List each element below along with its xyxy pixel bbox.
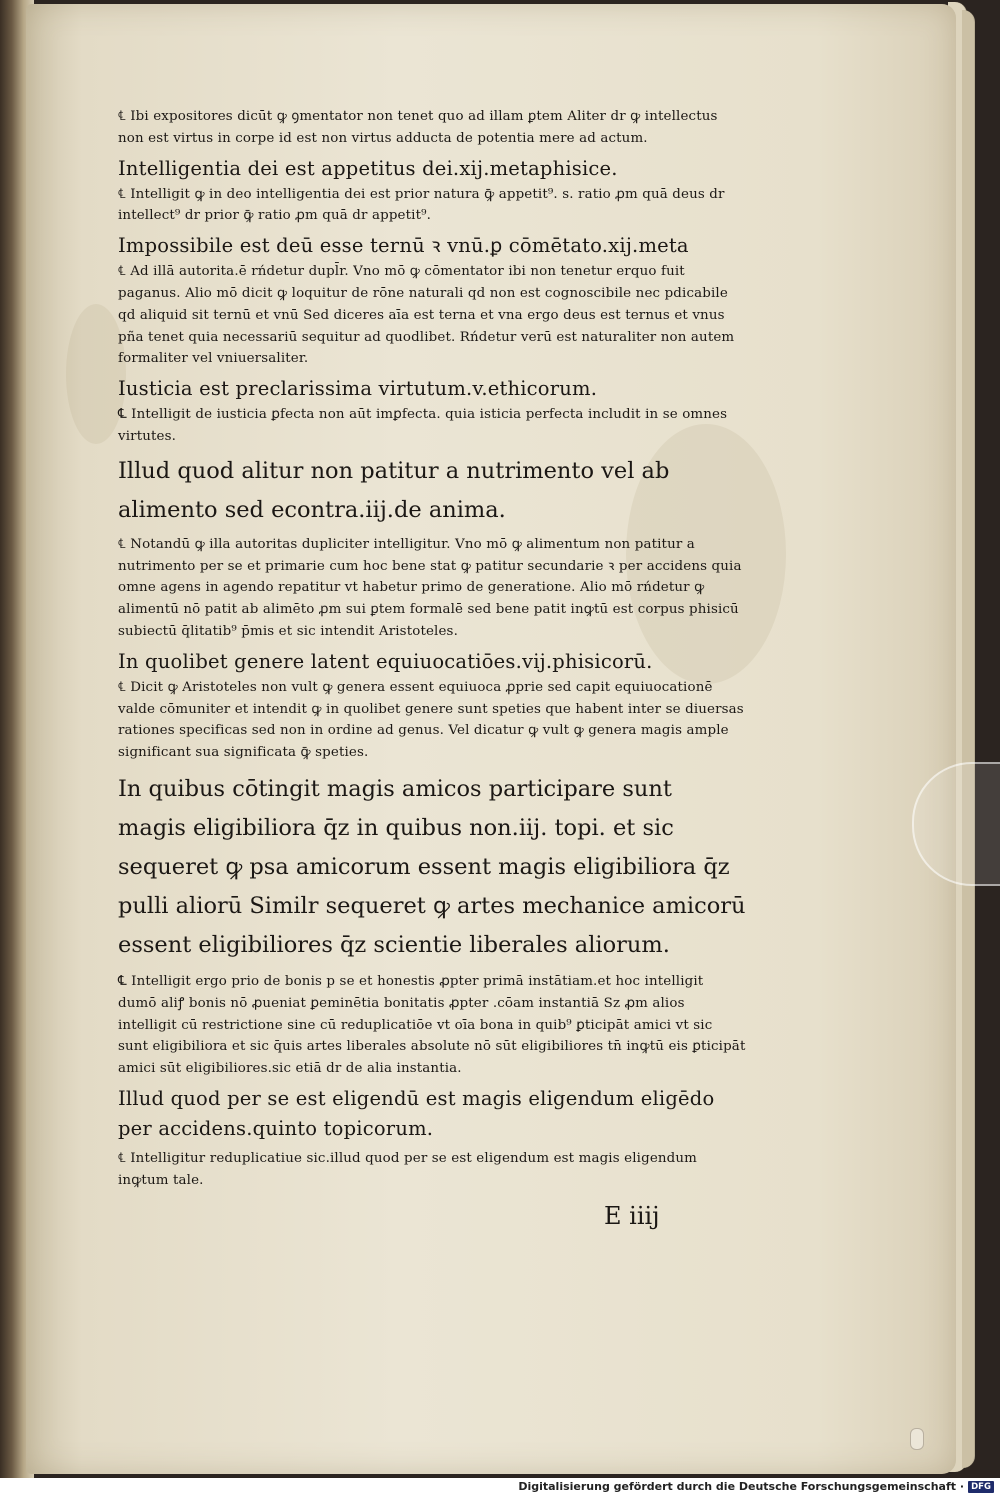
paragraph: ℄ Dicit ꝙ Aristoteles non vult ꝙ genera essent equiuoca ꝓprie sed capit equiuocationē valde cōmuniter et intendit ꝙ in quolibet genere sunt speties que habent inter se diuersas rationes specificas sed non in ordine ad genus. Vel dicatur ꝙ vult ꝙ genera magis ample significant sua significata ꝙ̄ speties. [118, 679, 744, 761]
heading-line: Illud quod alitur non patitur a nutrimento vel ab alimento sed econtra.iij.de anima. [118, 457, 670, 523]
paragraph: ℄ Ibi expositores dicūt ꝙ ꝯmentator non tenet quo ad illam ꝑtem Aliter dr ꝙ intellectus non est virtus in corpe id est non virtus adducta de potentia mere ad actum. [118, 109, 718, 146]
thumb-mark [910, 1428, 924, 1450]
paragraph: ℄ Intelligit de iusticia ꝑfecta non aūt imꝑfecta. quia isticia perfecta includit in se omnes virtutes. [118, 407, 728, 444]
heading-line: Impossibile est deū esse ternū ꝛ vnū.ꝑ cōmētato.xij.meta [118, 234, 689, 258]
dfg-logo: DFG [968, 1481, 994, 1493]
footer-bar [0, 1478, 1000, 1497]
heading-line: Illud quod per se est eligendū est magis eligendum eligēdo per accidens.quinto topicorum. [118, 1086, 715, 1140]
paragraph: ℄ Intelligit ergo prio de bonis p se et honestis ꝓpter primā instātiam.et hoc intelligit dumō aliꝭ bonis nō ꝓueniat ꝑeminētia bonitatis ꝓpter .cōam instantiā Sz ꝓm alios intelligit cū restrictione sine cū reduplicatiōe vt oīa bona in quib⁹ ꝑticipāt amici vt sic sunt eligibiliora et sic q̄uis artes liberales absolute nō sūt eligibiliores tn̄ inꝙtū eis ꝑticipāt amici sūt eligibiliores.sic etiā dr de alia instantia. [118, 973, 746, 1077]
paragraph: ℄ Ad illā autorita.ē rńdetur dupl̄r. Vno mō ꝙ cōmentator ibi non tenetur erquo fuit paganus. Alio mō dicit ꝙ loquitur de rōne naturali qd non est cognoscibile nec pdicabile qd aliquid sit ternū et vnū Sed diceres aīa est terna et vna ergo deus est ternus et vnus pña tenet quia necessariū sequitur ad quodlibet. Rńdetur verū est naturaliter non autem formaliter vel vniuersaliter. [118, 264, 735, 367]
heading-line: In quibus cōtingit magis amicos participare sunt magis eligibiliora q̄z in quibus non.iij. topi. et sic sequeret ꝙ psa amicorum essent magis eligibiliora q̄z pulli aliorū Similr sequeret ꝙ artes mechanice amicorū essent eligibiliores q̄z scientie liberales aliorum. [118, 775, 746, 958]
heading-line: Iusticia est preclarissima virtutum.v.ethicorum. [118, 377, 598, 401]
paragraph: ℄ Notandū ꝙ illa autoritas dupliciter intelligitur. Vno mō ꝙ alimentum non patitur a nutrimento per se et primarie cum hoc bene stat ꝙ patitur secundarie ꝛ per accidens quia omne agens in agendo repatitur vt habetur primo de generatione. Alio mō rńdetur ꝙ alimentū nō patit ab alimēto ꝓm sui ꝑtem formalē sed bene patit inꝙtū est corpus phisicū subiectū q̄litatib⁹ p̄mis et sic intendit Aristoteles. [118, 536, 742, 639]
heading-line: Intelligentia dei est appetitus dei.xij.metaphisice. [118, 156, 618, 180]
funding-credit: Digitalisierung gefördert durch die Deutsche Forschungsgemeinschaft · [518, 1480, 964, 1493]
page-text [118, 106, 746, 1192]
heading-line: In quolibet genere latent equiuocatiōes.vij.phisicorū. [118, 649, 653, 673]
catchword: E iiij [604, 1202, 660, 1230]
page-stain [66, 304, 126, 444]
page-edge [962, 10, 975, 1468]
paragraph: ℄ Intelligitur reduplicatiue sic.illud quod per se est eligendum est magis eligendum inꝙtum tale. [118, 1150, 698, 1188]
paragraph: ℄ Intelligit ꝙ in deo intelligentia dei est prior natura ꝙ̄ appetit⁹. s. ratio ꝓm quā deus dr intellect⁹ dr prior ꝙ̄ ratio ꝓm quā dr appetit⁹. [118, 186, 725, 224]
